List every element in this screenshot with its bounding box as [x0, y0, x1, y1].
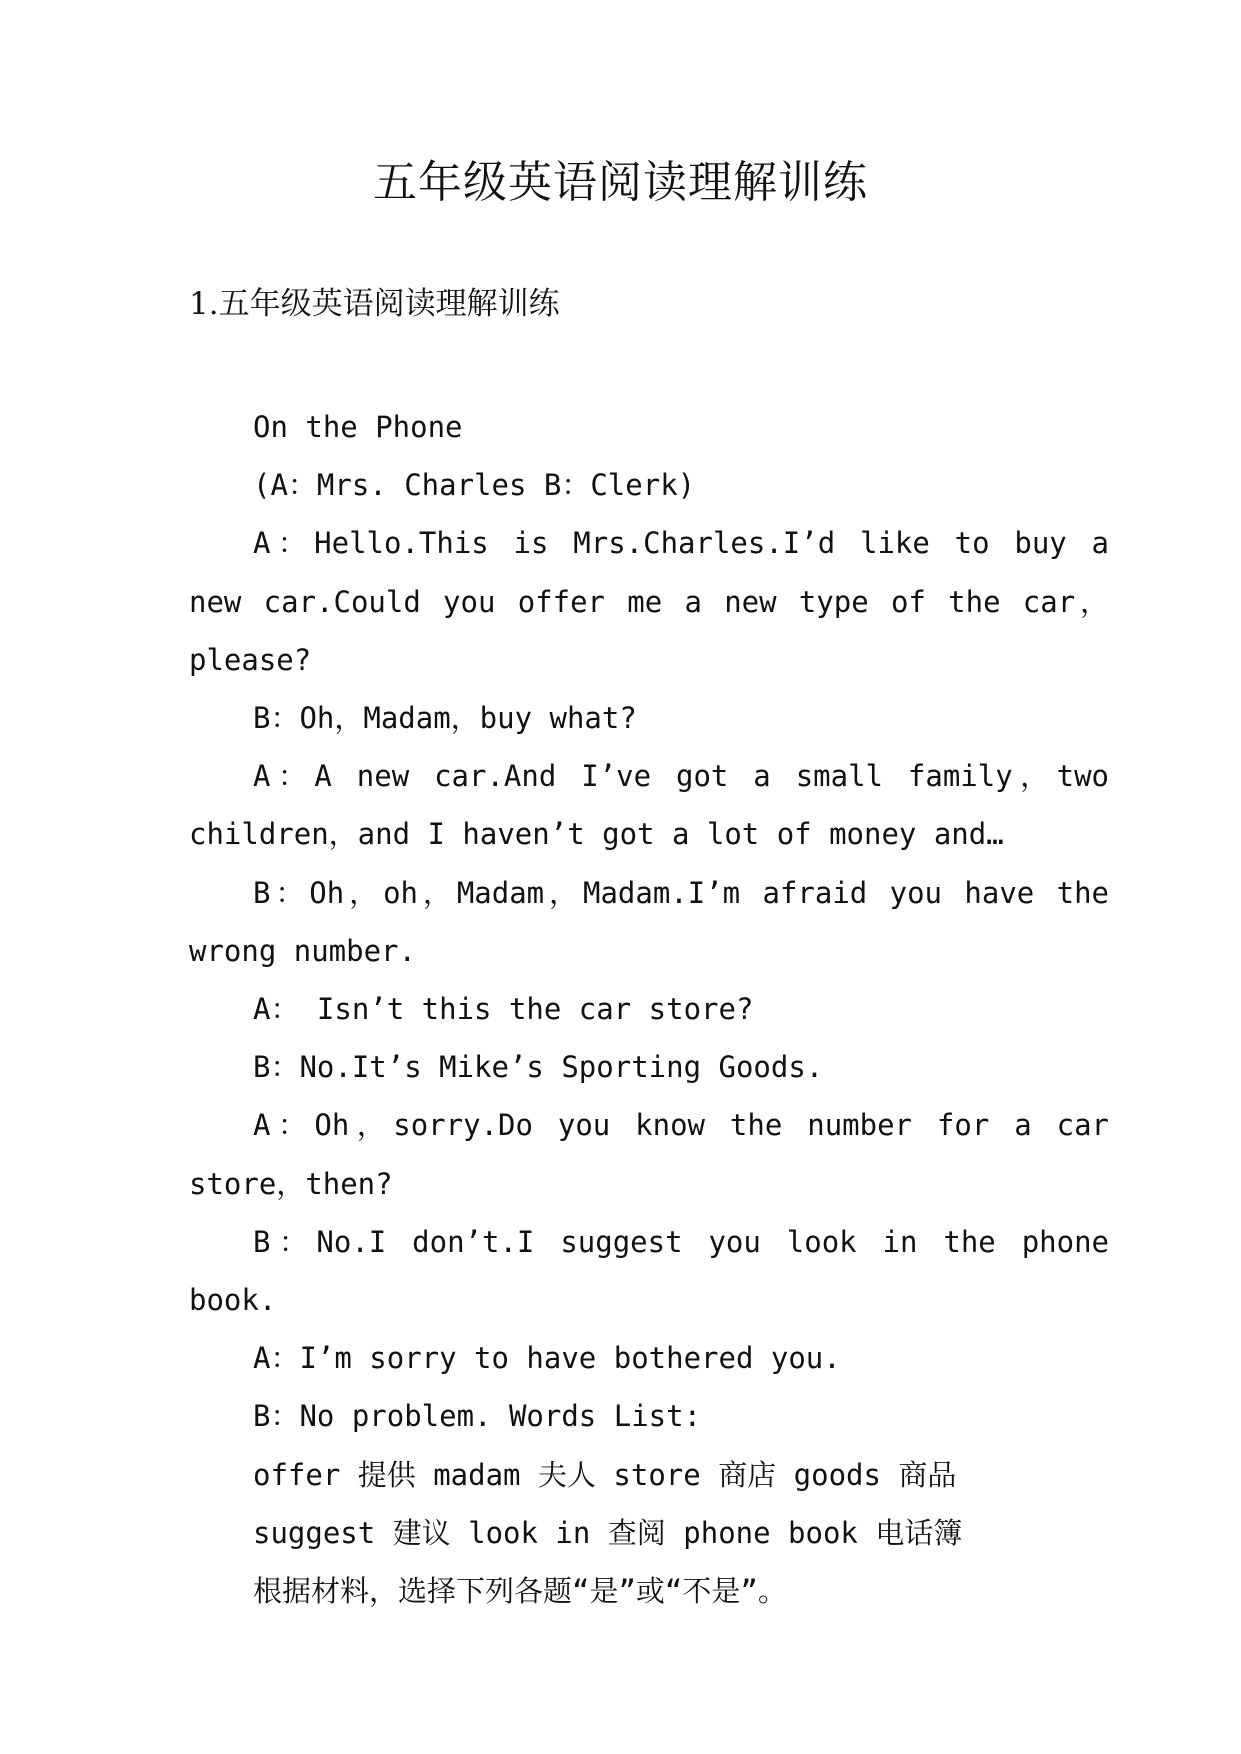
instruction-line: 根据材料，选择下列各题“是”或“不是”。 — [253, 1574, 787, 1609]
vocabulary-line: suggest 建议 look in 查阅 phone book 电话簿 — [253, 1515, 963, 1550]
dialogue-line: A：Oh，sorry.Do you know the number for a car store，then? — [189, 1108, 1109, 1201]
dialogue-line: B：Oh，oh，Madam，Madam.I’m afraid you have the wrong number. — [189, 875, 1109, 968]
document-title: 五年级英语阅读理解训练 — [373, 157, 868, 208]
dialogue-line: B：No problem. Words List: — [253, 1399, 702, 1434]
section-heading: 1.五年级英语阅读理解训练 — [189, 286, 560, 322]
dialogue-line: B：No.It’s Mike’s Sporting Goods. — [253, 1050, 824, 1085]
dialogue-line: A： Isn’t this the car store? — [253, 992, 754, 1027]
speaker-roles: (A：Mrs. Charles B：Clerk) — [253, 468, 696, 503]
document-body — [189, 398, 1109, 1620]
passage-title: On the Phone — [253, 410, 463, 444]
vocabulary-line: offer 提供 madam 夫人 store 商店 goods 商品 — [253, 1457, 957, 1492]
dialogue-line: A：Hello.This is Mrs.Charles.I’d like to buy a new car.Could you offer me a new type of the car，please? — [189, 526, 1109, 677]
dialogue-line: A：I’m sorry to have bothered you. — [253, 1341, 841, 1376]
dialogue-line: B：No.I don’t.I suggest you look in the phone book. — [189, 1224, 1109, 1318]
dialogue-line: B：Oh，Madam，buy what? — [253, 701, 637, 736]
dialogue-line: A：A new car.And I’ve got a small family，two children，and I haven’t got a lot of money and… — [189, 759, 1109, 852]
